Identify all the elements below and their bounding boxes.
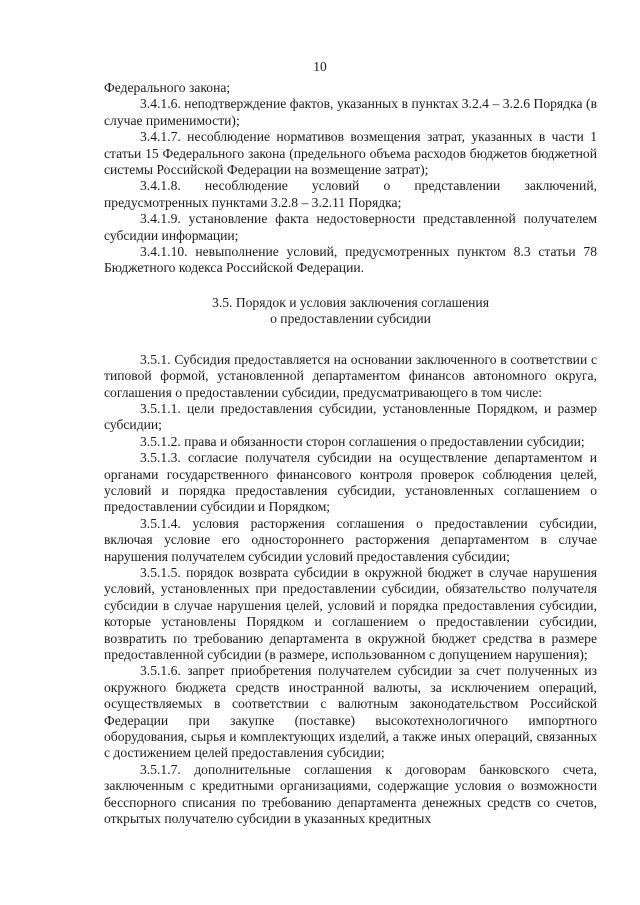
paragraph: 3.4.1.8. несоблюдение условий о представлении заключений, предусмотренных пунктами 3.2.8 – 3.2.11 Порядка;	[104, 178, 597, 210]
section-3-5-list	[104, 352, 597, 828]
page-number: 10	[313, 59, 327, 74]
paragraph: 3.4.1.9. установление факта недостоверности представленной получателем субсидии информации;	[104, 211, 597, 243]
paragraph: 3.5.1.3. согласие получателя субсидии на осуществление департаментом и органами государственного финансового контроля проверок соблюдения целей, условий и порядка предоставления субсидии, установленных соглашением о предоставлении субсидии и Порядком;	[104, 450, 597, 515]
section-heading	[104, 295, 597, 328]
paragraph: 3.5.1. Субсидия предоставляется на основании заключенного в соответствии с типовой формой, установленной департаментом финансов автономного округа, соглашения о предоставлении субсидии, предусматривающего в том числе:	[104, 351, 597, 400]
document-body	[104, 80, 597, 827]
paragraph: 3.5.1.4. условия расторжения соглашения о предоставлении субсидии, включая условие его одностороннего расторжения департаментом в случае нарушения получателем субсидии условий предоставления субсидии;	[104, 515, 597, 564]
paragraph: 3.4.1.6. неподтверждение фактов, указанных в пунктах 3.2.4 – 3.2.6 Порядка (в случае применимости);	[104, 96, 597, 128]
paragraph: Федерального закона;	[104, 80, 231, 95]
paragraph: 3.5.1.1. цели предоставления субсидии, установленные Порядком, и размер субсидии;	[104, 400, 597, 433]
paragraph: 3.5.1.2. права и обязанности сторон соглашения о предоставлении субсидии;	[140, 433, 585, 449]
section-3-4-list	[104, 80, 597, 277]
paragraph: 3.5.1.6. запрет приобретения получателем субсидии за счет полученных из окружного бюджета средств иностранной валюты, за исключением операций, осуществляемых в соответствии с валютным законодательством Российской Федерации при закупке (поставке) высокотехнологичного импортного оборудования, сырья и комплектующих изделий, а также иных операций, связанных с достижением целей предоставления субсидии;	[104, 663, 597, 761]
paragraph: 3.4.1.10. невыполнение условий, предусмотренных пунктом 8.3 статьи 78 Бюджетного кодекса Российской Федерации.	[104, 244, 597, 276]
section-heading-line-1: 3.5. Порядок и условия заключения соглашения	[212, 294, 489, 310]
paragraph: 3.5.1.5. порядок возврата субсидии в окружной бюджет в случае нарушения условий, установленных при предоставлении субсидии, обязательство получателя субсидии в случае нарушения целей, условий и порядка предоставления субсидии, которые установлены Порядком и соглашением о предоставлении субсидии, возвратить по требованию департамента в окружной бюджет средства в размере предоставленной субсидии (в размере, использованном с допущением нарушения);	[104, 564, 597, 662]
paragraph: 3.4.1.7. несоблюдение нормативов возмещения затрат, указанных в части 1 статьи 15 Федерального закона (предельного объема расходов бюджетов бюджетной системы Российской Федерации на возмещение затрат);	[104, 129, 597, 178]
section-heading-line-2: о предоставлении субсидии	[270, 311, 431, 327]
paragraph: 3.5.1.7. дополнительные соглашения к договорам банковского счета, заключенным с кредитными организациями, содержащие условия о возможности бесспорного списания по требованию департамента денежных средств со счетов, открытых получателю субсидии в указанных кредитных	[104, 761, 597, 827]
